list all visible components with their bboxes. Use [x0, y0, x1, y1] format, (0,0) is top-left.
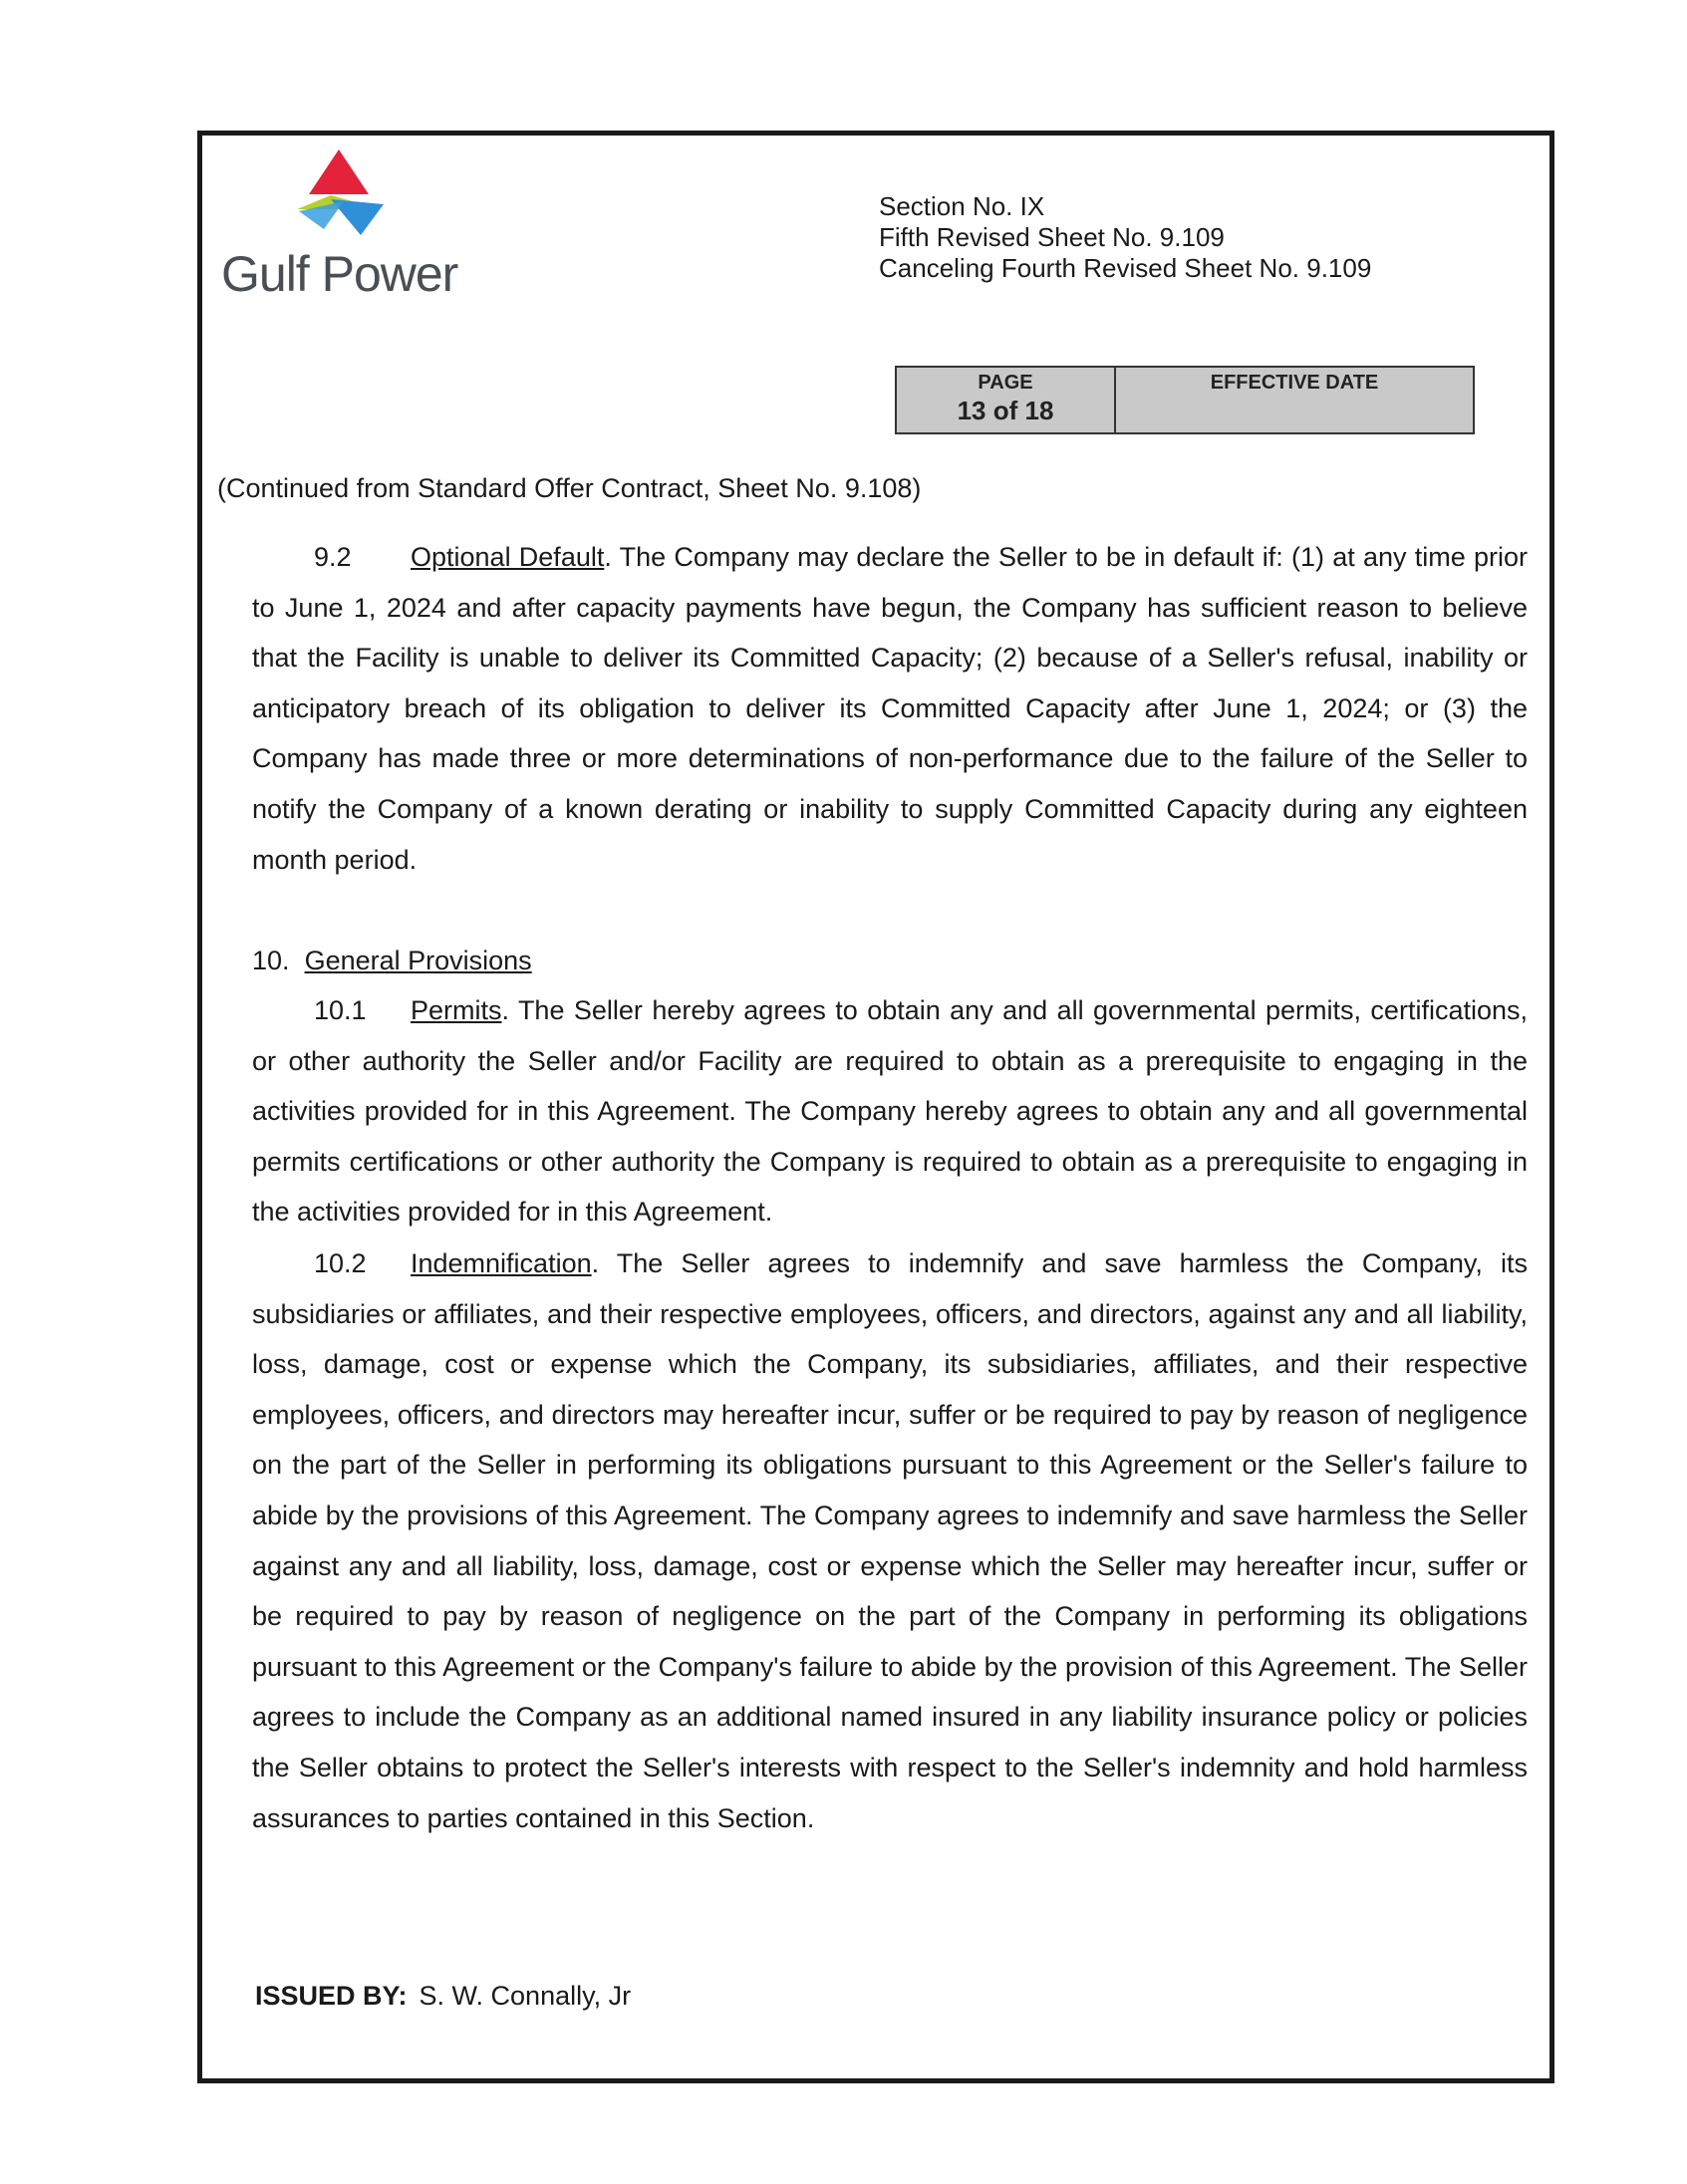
company-logo	[221, 149, 480, 309]
section-title: Indemnification	[411, 1248, 592, 1278]
canceling-sheet: Canceling Fourth Revised Sheet No. 9.109	[879, 253, 1372, 283]
page-info-box	[895, 366, 1475, 434]
section-text: . The Seller hereby agrees to obtain any and all governmental permits, certifications, or other authority the Seller and/or Facility are required to obtain as a prerequisite to engaging in the activities provided for in this Agreement. The Company hereby agrees to obtain any and all governmental permits certifications or other authority the Company is required to obtain as a prerequisite to engaging in the activities provided for in this Agreement.	[252, 995, 1528, 1228]
issued-by	[255, 1981, 631, 2012]
section-text: . The Company may declare the Seller to be in default if: (1) at any time prior to June 1, 2024 and after capacity payments have begun, the Company has sufficient reason to believe that the Facility is unable to deliver its Committed Capacity; (2) because of a Seller's refusal, inability or anticipatory breach of its obligation to deliver its Committed Capacity after June 1, 2024; or (3) the Company has made three or more determinations of non-performance due to the failure of the Seller to notify the Company of a known derating or inability to supply Committed Capacity during any eighteen month period.	[252, 542, 1528, 875]
section-number: 10.1	[314, 995, 367, 1025]
section-number: 10.	[252, 946, 290, 975]
page-label: PAGE	[978, 372, 1033, 394]
section-text: . The Seller agrees to indemnify and save harmless the Company, its subsidiaries or affiliates, and their respective employees, officers, and directors, against any and all liability, loss, damage, cost or expense which the Company, its subsidiaries, affiliates, and their respective employees, officers, and directors may hereafter incur, suffer or be required to pay by reason of negligence on the part of the Seller in performing its obligations pursuant to this Agreement or the Seller's failure to abide by the provisions of this Agreement. The Company agrees to indemnify and save harmless the Seller against any and all liability, loss, damage, cost or expense which the Seller may hereafter incur, suffer or be required to pay by reason of negligence on the part of the Company in performing its obligations pursuant to this Agreement or the Company's failure to abide by the provision of this Agreement. The Seller agrees to include the Company as an additional named insured in any liability insurance policy or policies the Seller obtains to protect the Seller's interests with respect to the Seller's indemnity and hold harmless assurances to parties contained in this Section.	[252, 1248, 1528, 1833]
section-number: Section No. IX	[879, 191, 1045, 221]
issued-by-label: ISSUED BY:	[255, 1981, 408, 2011]
section-title: General Provisions	[304, 946, 532, 975]
sheet-info	[879, 191, 1371, 284]
section-9-2	[252, 532, 1528, 885]
gulf-power-logo-icon	[289, 149, 389, 237]
issued-by-name: S. W. Connally, Jr	[419, 1981, 632, 2011]
section-title: Permits	[411, 995, 502, 1025]
page-value: 13 of 18	[957, 396, 1054, 425]
continued-note: (Continued from Standard Offer Contract, Sheet No. 9.108)	[217, 473, 922, 503]
section-10-1	[252, 985, 1528, 1237]
section-number: 10.2	[314, 1248, 367, 1278]
section-10-heading	[252, 936, 532, 985]
effective-date-cell	[1116, 368, 1473, 432]
section-10-2	[252, 1238, 1528, 1843]
sheet-number: Fifth Revised Sheet No. 9.109	[879, 222, 1225, 252]
effective-date-label: EFFECTIVE DATE	[1210, 372, 1379, 394]
section-title: Optional Default	[411, 542, 605, 572]
page-cell	[897, 368, 1116, 432]
section-number: 9.2	[314, 542, 352, 572]
logo-text: Gulf Power	[221, 246, 458, 302]
